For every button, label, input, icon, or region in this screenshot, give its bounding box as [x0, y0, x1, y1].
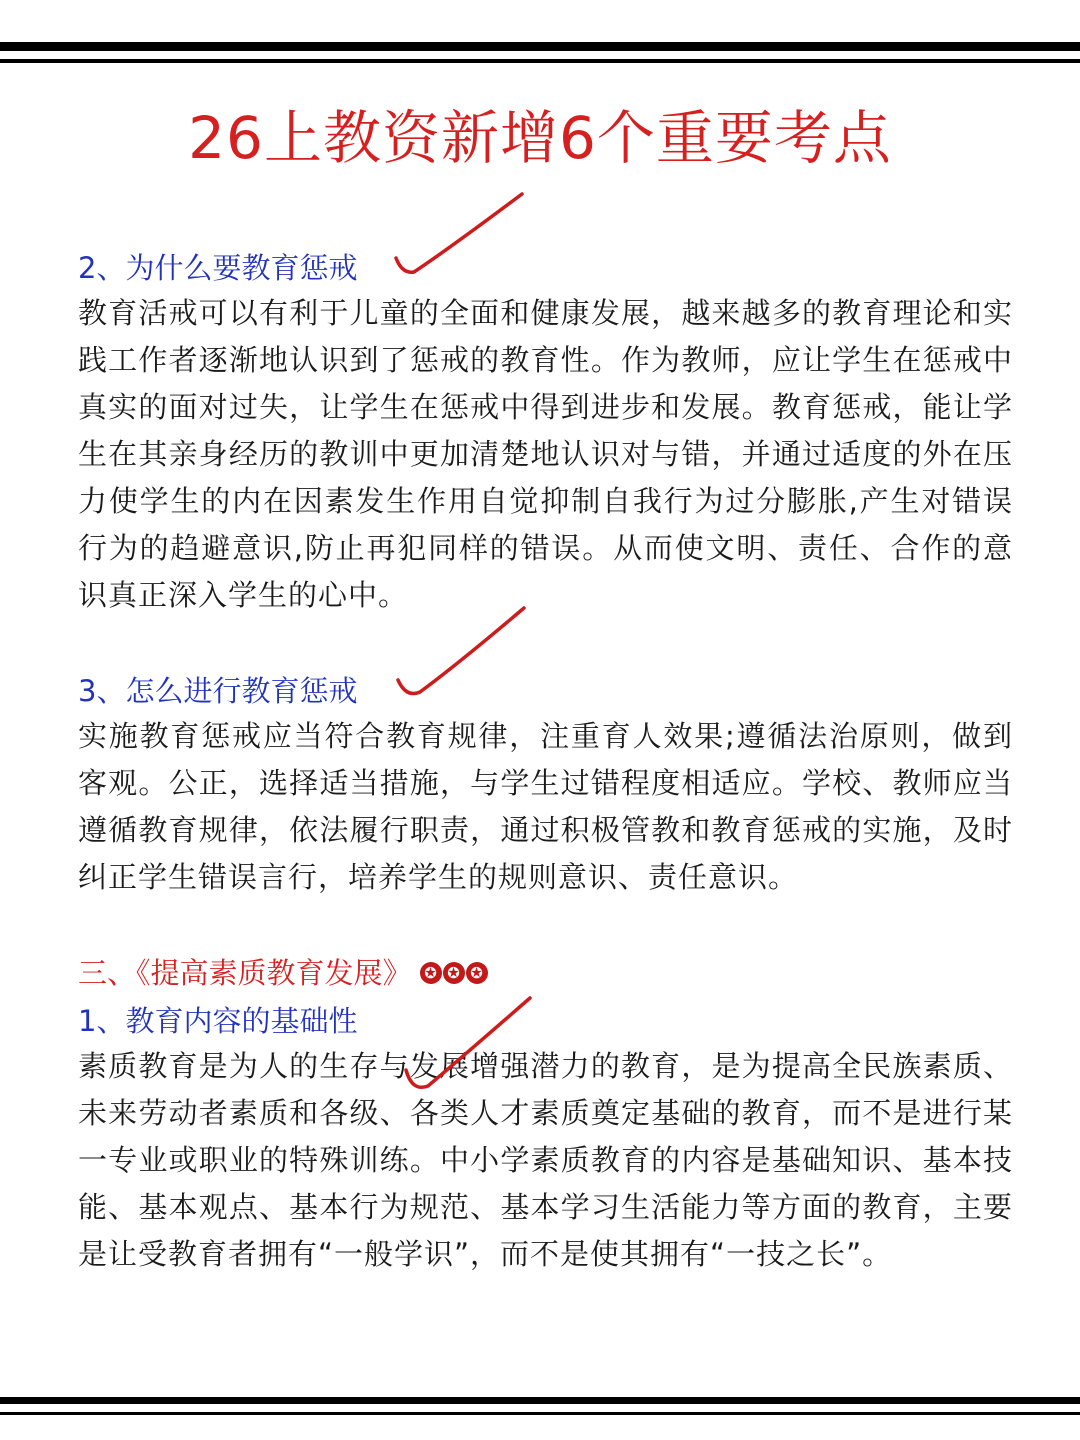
- bottom-border-thin: [0, 1412, 1080, 1415]
- top-border-thin: [0, 59, 1080, 63]
- star-icon: ✪: [466, 962, 488, 984]
- section-heading-label: 3、怎么进行教育惩戒: [78, 674, 358, 708]
- star-icon: ✪: [443, 962, 465, 984]
- bottom-border-thick: [0, 1397, 1080, 1404]
- section-heading-label: 1、教育内容的基础性: [78, 1004, 358, 1038]
- section-heading-label: 2、为什么要教育惩戒: [78, 251, 358, 285]
- page-title: 26上教资新增6个重要考点: [188, 104, 892, 172]
- top-border-thick: [0, 42, 1080, 51]
- section-paragraph-why-discipline: 教育活戒可以有利于儿童的全面和健康发展，越来越多的教育理论和实践工作者逐渐地认识到了惩戒的教育性。作为教师，应让学生在惩戒中真实的面对过失，让学生在惩戒中得到进步和发展。教育惩戒，能让学生在其亲身经历的教训中更加清楚地认识对与错，并通过适度的外在压力使学生的内在因素发生作用自觉抑制自我行为过分膨胀,产生对错误行为的趋避意识,防止再犯同样的错误。从而使文明、责任、合作的意识真正深入学生的心中。: [78, 296, 1013, 612]
- main-section-heading: [78, 951, 1013, 995]
- importance-stars: [420, 962, 488, 984]
- section-paragraph-basic-content: 素质教育是为人的生存与发展增强潜力的教育，是为提高全民族素质、未来劳动者素质和各级、各类人才素质奠定基础的教育，而不是进行某一专业或职业的特殊训练。中小学素质教育的内容是基础知识、基本技能、基本观点、基本行为规范、基本学习生活能力等方面的教育，主要是让受教育者拥有“一般学识”，而不是使其拥有“一技之长”。: [78, 1049, 1013, 1271]
- section-heading-why-discipline: [78, 246, 1013, 290]
- section-heading-basic-content: [78, 999, 1013, 1043]
- section-heading-how-discipline: [78, 669, 1013, 713]
- section-paragraph-how-discipline: 实施教育惩戒应当符合教育规律，注重育人效果;遵循法治原则，做到客观。公正，选择适当措施，与学生过错程度相适应。学校、教师应当遵循教育规律，依法履行职责，通过积极管教和教育惩戒的实施，及时纠正学生错误言行，培养学生的规则意识、责任意识。: [78, 719, 1013, 894]
- star-icon: ✪: [420, 962, 442, 984]
- article-body: [78, 246, 1013, 1278]
- main-section-heading-label: 三、《提高素质教育发展》: [78, 956, 412, 990]
